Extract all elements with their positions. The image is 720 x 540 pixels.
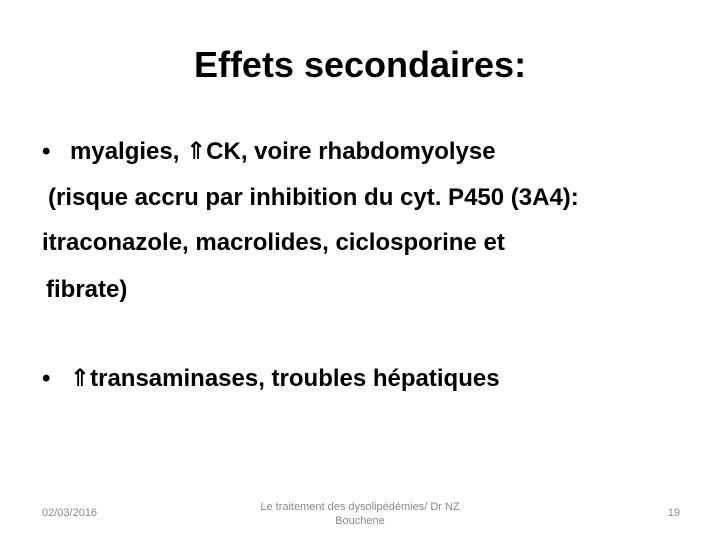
bullet-item-2-suffix: transaminases, troubles hépatiques [90, 365, 500, 392]
footer-title: Le traitement des dysolipédémies/ Dr NZ Bouchene [260, 501, 460, 527]
page-number: 19 [667, 507, 680, 519]
bullet-item-1-prefix: myalgies, [70, 138, 187, 165]
bullet-item-2 [42, 364, 500, 393]
slide-title: Effets secondaires: [193, 44, 527, 85]
bullet-item-1-suffix: CK, voire rhabdomyolyse [206, 138, 496, 165]
up-arrow-icon: ⇑ [186, 138, 207, 165]
bullet-dot: • [42, 365, 51, 392]
bullet-item-1 [42, 137, 496, 166]
bullet-item-1-line-4: fibrate) [46, 276, 128, 303]
bullet-dot: • [42, 138, 51, 165]
bullet-item-1-line-2: (risque accru par inhibition du cyt. P450 (3A4): [48, 184, 579, 211]
footer-date: 02/03/2016 [42, 507, 98, 519]
bullet-item-1-line-3: itraconazole, macrolides, ciclosporine et [42, 229, 505, 256]
up-arrow-icon: ⇑ [70, 365, 91, 392]
